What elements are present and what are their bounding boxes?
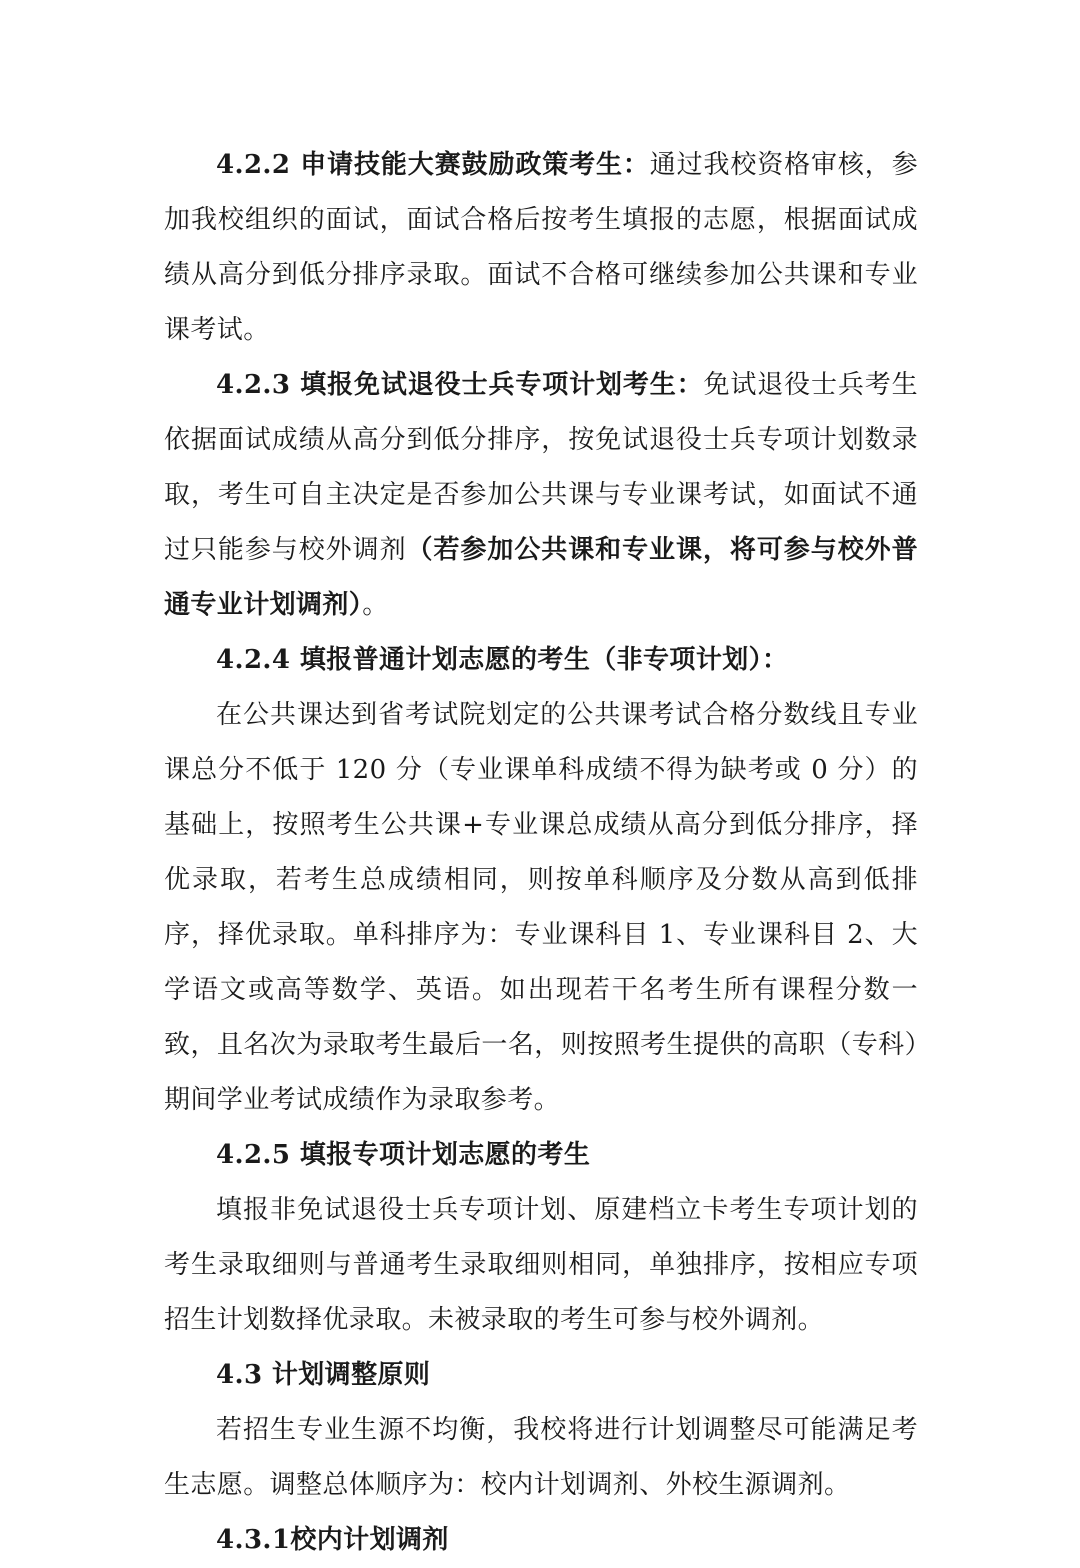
- paragraph-4-2-5-body: 填报非免试退役士兵专项计划、原建档立卡考生专项计划的考生录取细则与普通考生录取细则相同，单独排序，按相应专项招生计划数择优录取。未被录取的考生可参与校外调剂。: [164, 1195, 918, 1335]
- paragraph-4-2-2: [164, 138, 918, 358]
- section-label-4-2-2: 4.2.2 申请技能大赛鼓励政策考生：: [216, 150, 650, 180]
- section-heading-4-3: 4.3 计划调整原则: [216, 1360, 431, 1390]
- paragraph-4-2-3: [164, 358, 918, 633]
- section-heading-4-2-5: 4.2.5 填报专项计划志愿的考生: [216, 1140, 591, 1170]
- paragraph-4-2-4-body: 在公共课达到省考试院划定的公共课考试合格分数线且专业课总分不低于 120 分（专业课单科成绩不得为缺考或 0 分）的基础上，按照考生公共课+专业课总成绩从高分到低分排序，择优录取，若考生总成绩相同，则按单科顺序及分数从高到低排序，择优录取。单科排序为：专业课科目 1、专业课科目 2、大学语文或高等数学、英语。如出现若干名考生所有课程分数一致，且名次为录取考生最后一名，则按照考生提供的高职（专科）期间学业考试成绩作为录取参考。: [164, 700, 918, 1115]
- section-label-4-2-3: 4.2.3 填报免试退役士兵专项计划考生：: [216, 370, 704, 400]
- paragraph-text: 通过我校资格审核，参加我校组织的面试，面试合格后按考生填报的志愿，根据面试成绩从高分到低分排序录取。面试不合格可继续参加公共课和专业课考试。: [164, 150, 918, 345]
- section-heading-4-2-4: 4.2.4 填报普通计划志愿的考生（非专项计划）：: [216, 645, 789, 675]
- paragraph-4-3-body: 若招生专业生源不均衡，我校将进行计划调整尽可能满足考生志愿。调整总体顺序为：校内计划调剂、外校生源调剂。: [164, 1415, 918, 1500]
- paragraph-text: 免试退役士兵考生依据面试成绩从高分到低分排序，按免试退役士兵专项计划数录取，考生可自主决定是否参加公共课与专业课考试，如面试不通过只能参与校外调剂: [164, 370, 919, 565]
- bold-note: （若参加公共课和专业课，将可参与校外普通专业计划调剂）: [164, 535, 918, 620]
- section-heading-4-3-1: 4.3.1校内计划调剂: [216, 1525, 449, 1555]
- paragraph-end: 。: [362, 590, 389, 620]
